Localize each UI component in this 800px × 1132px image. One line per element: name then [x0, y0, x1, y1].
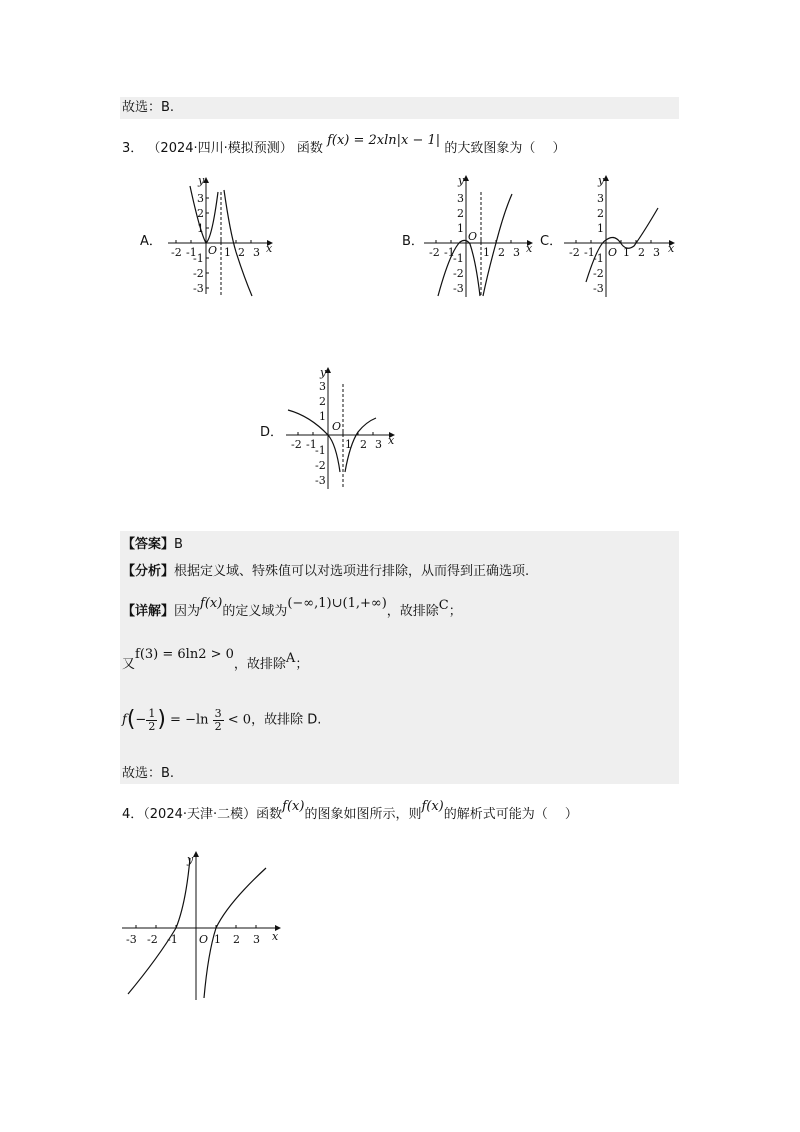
tick-y: 3 — [457, 192, 464, 205]
tick-y: -1 — [453, 252, 464, 265]
axis-y-label: y — [458, 174, 465, 187]
detail-text: ，故排除 — [386, 604, 439, 619]
graph-option-d — [282, 364, 402, 494]
tick-y: -2 — [315, 459, 326, 472]
tick-x: -1 — [584, 246, 595, 259]
tick-y: 1 — [597, 222, 604, 235]
detail-text: 又 — [122, 657, 136, 672]
prev-solution-shade — [120, 97, 679, 119]
tick-y: -2 — [593, 267, 604, 280]
axis-x-label: x — [388, 434, 395, 447]
math-expr: < 0 — [227, 712, 252, 728]
graph-option-c — [560, 172, 680, 302]
tick-y: -3 — [593, 282, 604, 295]
detail-line-3: f(− $\frac{1}{2}$ ) = −ln $\frac{3}{2}$ < 0，故排除 D. — [122, 706, 322, 733]
tick-x: -3 — [126, 933, 137, 946]
q3-number: 3． — [122, 141, 144, 156]
tick-x: 2 — [233, 933, 240, 946]
detail-text: 的定义域为 — [222, 604, 288, 619]
tick-x: -2 — [291, 438, 302, 451]
answer-tag: 【答案】 — [122, 537, 175, 552]
q3-stem-prefix: 函数 — [296, 141, 323, 156]
axis-x-label: x — [526, 242, 533, 255]
tick-x: 1 — [483, 246, 490, 259]
tick-x: 1 — [623, 246, 630, 259]
detail-text: ； — [448, 604, 462, 619]
axis-y-label: y — [198, 174, 205, 187]
analysis-text: 根据定义域、特殊值可以对选项进行排除，从而得到正确选项. — [174, 564, 530, 579]
axis-x-label: x — [668, 242, 675, 255]
tick-y: -2 — [453, 267, 464, 280]
detail-text: ，故排除 D. — [251, 712, 322, 728]
prev-conclusion: 故选：B. — [122, 100, 175, 115]
axis-x-label: x — [272, 930, 279, 943]
tick-x: -1 — [167, 933, 178, 946]
tick-y: 3 — [197, 192, 204, 205]
q3-stem — [122, 133, 566, 158]
answer-value: B — [174, 537, 183, 552]
solution-conclusion: 故选：B. — [122, 766, 175, 781]
math-expr: f(3) = 6ln2 > 0 — [135, 647, 234, 662]
graph-option-a — [160, 172, 280, 302]
tick-y: -1 — [193, 252, 204, 265]
answer-line — [122, 536, 183, 554]
detail-line-1 — [122, 596, 462, 621]
tick-y: 1 — [457, 222, 464, 235]
detail-line-2 — [122, 647, 309, 674]
tick-y: 1 — [319, 410, 326, 423]
tick-x: -2 — [171, 246, 182, 259]
option-a-label: A． — [140, 234, 162, 249]
option-b-label: B． — [402, 234, 424, 249]
q3-function: f(x) = 2xln|x − 1| — [327, 133, 441, 148]
q4-source: （2024·天津·二模） — [143, 807, 257, 822]
detail-text: ，故排除 — [233, 657, 286, 672]
tick-x: 3 — [513, 246, 520, 259]
origin-label: O — [199, 933, 209, 946]
tick-x: 3 — [375, 438, 382, 451]
tick-x: -2 — [147, 933, 158, 946]
math-frac: $\frac{1}{2}$ — [148, 706, 156, 733]
tick-x: -2 — [429, 246, 440, 259]
tick-x: 2 — [238, 246, 245, 259]
tick-y: 2 — [197, 207, 204, 220]
tick-x: 1 — [345, 438, 352, 451]
math-fx: f(x) — [282, 799, 305, 814]
q4-stem — [122, 799, 578, 824]
math-option: C — [438, 598, 449, 613]
q3-stem-suffix: 的大致图象为（ ） — [444, 141, 566, 156]
detail-tag: 【详解】 — [122, 604, 175, 619]
tick-x: -1 — [186, 246, 197, 259]
option-d-label: D． — [260, 425, 284, 440]
axis-y-label: y — [320, 366, 327, 379]
origin-label: O — [468, 230, 478, 243]
math-option: A — [285, 651, 296, 666]
tick-x: -2 — [569, 246, 580, 259]
tick-y: 1 — [197, 222, 204, 235]
axis-y-label: y — [598, 174, 605, 187]
graph-q4 — [118, 848, 288, 1008]
math-fx: f(x) — [421, 799, 444, 814]
q4-text: 的解析式可能为（ ） — [443, 807, 578, 822]
tick-y: -3 — [193, 282, 204, 295]
q3-source: （2024·四川·模拟预测） — [147, 141, 293, 156]
tick-y: 2 — [597, 207, 604, 220]
tick-y: -1 — [315, 444, 326, 457]
origin-label: O — [208, 244, 218, 257]
analysis-line — [122, 563, 529, 581]
tick-y: -2 — [193, 267, 204, 280]
tick-y: 3 — [319, 380, 326, 393]
tick-x: 3 — [253, 246, 260, 259]
tick-x: 3 — [253, 933, 260, 946]
tick-x: 2 — [638, 246, 645, 259]
tick-y: -1 — [593, 252, 604, 265]
tick-y: -3 — [453, 282, 464, 295]
axis-x-label: x — [266, 242, 273, 255]
tick-y: -3 — [315, 474, 326, 487]
origin-label: O — [332, 420, 342, 433]
tick-y: 2 — [319, 395, 326, 408]
tick-x: 1 — [214, 933, 221, 946]
analysis-tag: 【分析】 — [122, 564, 175, 579]
option-c-label: C． — [540, 234, 563, 249]
math-f: f — [122, 712, 127, 728]
q4-text: 的图象如图所示，则 — [304, 807, 422, 822]
axis-y-label: y — [187, 853, 194, 866]
tick-x: 2 — [498, 246, 505, 259]
q4-text: 函数 — [256, 807, 283, 822]
math-domain: (−∞,1)∪(1,+∞) — [287, 596, 387, 611]
tick-x: 1 — [224, 246, 231, 259]
math-fx: f(x) — [200, 596, 223, 611]
q4-number: 4． — [122, 807, 144, 822]
graph-option-b — [420, 172, 540, 302]
tick-y: 3 — [597, 192, 604, 205]
tick-y: 2 — [457, 207, 464, 220]
detail-text: 因为 — [174, 604, 201, 619]
tick-x: -1 — [444, 246, 455, 259]
tick-x: 3 — [653, 246, 660, 259]
detail-text: ； — [295, 657, 309, 672]
tick-x: 2 — [360, 438, 367, 451]
math-frac: $\frac{3}{2}$ — [214, 706, 222, 733]
math-expr: = −ln — [170, 712, 209, 728]
origin-label: O — [608, 246, 618, 259]
tick-x: -1 — [306, 438, 317, 451]
